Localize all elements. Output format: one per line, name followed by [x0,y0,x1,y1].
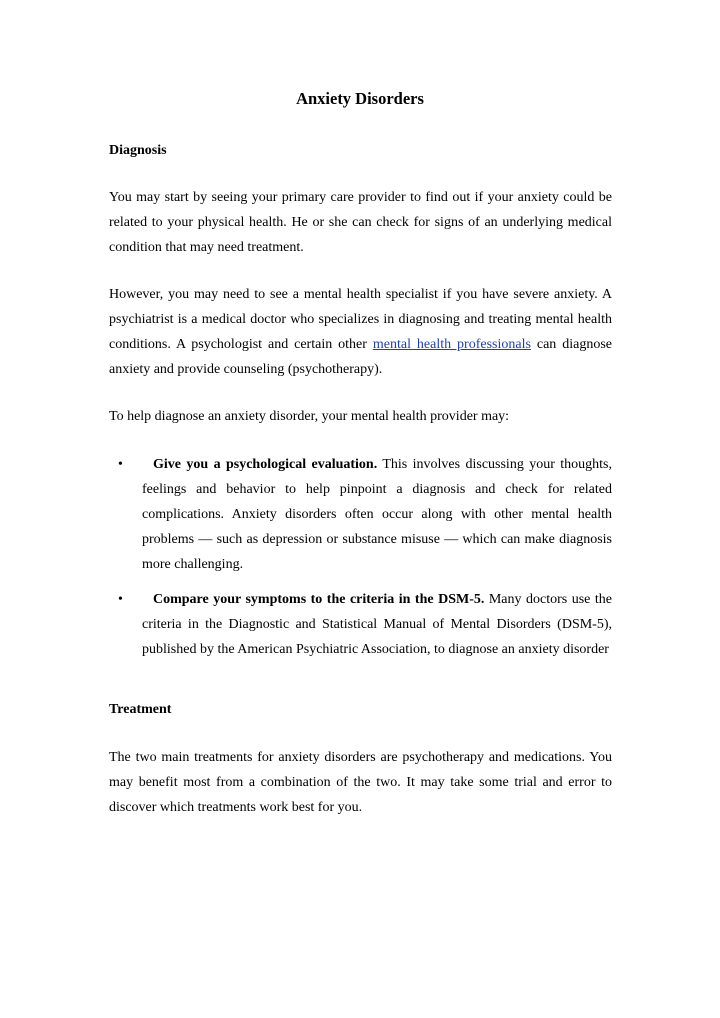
diagnosis-paragraph-2-text-start: However, you may need to see a mental health specialist if you have severe anxiety. A psychiatrist is a medical doctor who specializes in diagnosing and treating mental health conditions. A psychologist and certain other [109,287,612,352]
mental-health-professionals-link[interactable]: mental health professionals [372,337,531,352]
section-heading-diagnosis: Diagnosis [109,143,167,158]
list-item-bold-lead: Give you a psychological evaluation. [153,457,378,472]
diagnosis-paragraph-2 [109,282,612,382]
diagnosis-paragraph-2-text-end: can diagnose anxiety and provide counseling (psychotherapy). [109,337,612,377]
bullet-icon: • [118,457,123,472]
list-item-body: This involves discussing your thoughts, feelings and behavior to help pinpoint a diagnosis and check for related complications. Anxiety disorders often occur along with other mental health problems — such as depression or substance misuse — which can make diagnosis more challenging. [142,457,613,572]
section-heading-treatment: Treatment [109,702,172,717]
page-title: Anxiety Disorders [296,89,424,108]
list-item-body: Many doctors use the criteria in the Diagnostic and Statistical Manual of Mental Disorders (DSM-5), published by the American Psychiatric Association, to diagnose an anxiety disorder [142,592,612,657]
diagnosis-paragraph-1: You may start by seeing your primary care provider to find out if your anxiety could be related to your physical health. He or she can check for signs of an underlying medical condition that may need treatment. [109,190,612,255]
list-item [109,587,612,662]
bullet-icon: • [118,592,123,607]
list-item-text [142,452,612,577]
list-item [109,452,612,577]
list-item-text [142,587,612,662]
diagnosis-paragraph-3: To help diagnose an anxiety disorder, your mental health provider may: [109,409,510,424]
treatment-paragraph-1: The two main treatments for anxiety disorders are psychotherapy and medications. You may benefit most from a combination of the two. It may take some trial and error to discover which treatments work best for you. [109,750,612,815]
list-item-bold-lead: Compare your symptoms to the criteria in the DSM-5. [153,592,485,607]
